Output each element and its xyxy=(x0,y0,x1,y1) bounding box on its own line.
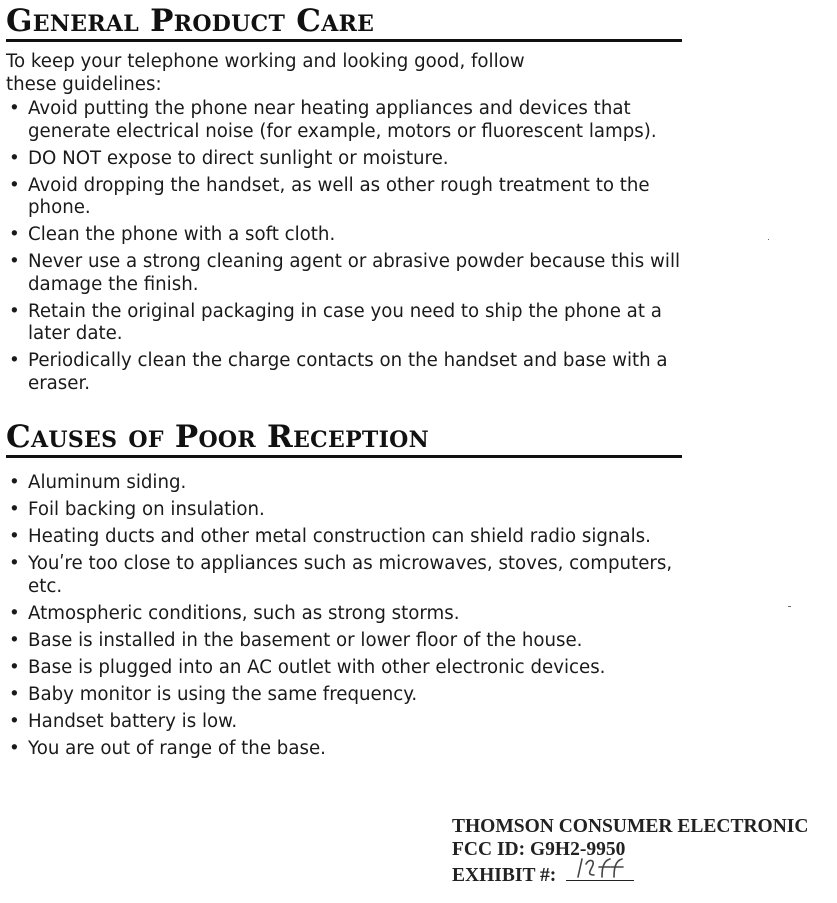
list-item: • Never use a strong cleaning agent or abrasive powder because this will damage the finish. xyxy=(9,251,681,295)
list-item: • Foil backing on insulation. xyxy=(9,499,265,520)
list-item: • Clean the phone with a soft cloth. xyxy=(9,224,336,245)
fcc-exhibit-stamp xyxy=(452,815,808,887)
list-item: • Aluminum siding. xyxy=(9,472,187,493)
reception-heading: Causes of Poor Reception xyxy=(6,419,430,455)
bullet-icon: • xyxy=(9,251,20,272)
list-item: • DO NOT expose to direct sunlight or moisture. xyxy=(9,147,449,169)
list-item: • Periodically clean the charge contacts on the handset and base with a eraser. xyxy=(9,350,668,394)
care-heading: General Product Care xyxy=(6,3,375,39)
list-item: • Baby monitor is using the same frequency. xyxy=(9,683,418,705)
bullet-icon: • xyxy=(9,300,20,322)
scan-speck xyxy=(768,239,769,240)
handwritten-exhibit-number xyxy=(566,861,634,881)
bullet-icon: • xyxy=(9,174,20,196)
list-item: • Base is plugged into an AC outlet with other electronic devices. xyxy=(9,656,606,678)
list-item: • Handset battery is low. xyxy=(9,710,238,732)
bullet-icon: • xyxy=(9,472,20,493)
bullet-icon: • xyxy=(9,656,20,678)
list-item: • Atmospheric conditions, such as strong storms. xyxy=(9,602,460,624)
list-item: • Retain the original packaging in case you need to ship the phone at a later date. xyxy=(9,300,662,344)
bullet-icon: • xyxy=(9,350,20,371)
stamp-fcc-id: G9H2-9950 xyxy=(530,839,626,860)
general-product-care-section xyxy=(6,4,682,400)
bullet-icon: • xyxy=(9,737,20,759)
handwriting-icon xyxy=(572,855,632,883)
care-heading-rule xyxy=(6,39,682,42)
list-item: • Youʹre too close to appliances such as microwaves, stoves, computers, etc. xyxy=(9,553,673,597)
reception-list xyxy=(6,472,682,760)
bullet-icon: • xyxy=(9,224,20,245)
care-list xyxy=(6,98,682,395)
list-item: • You are out of range of the base. xyxy=(9,737,326,759)
bullet-icon: • xyxy=(9,629,20,651)
poor-reception-section xyxy=(6,420,682,765)
bullet-icon: • xyxy=(9,683,20,705)
bullet-icon: • xyxy=(9,553,20,574)
bullet-icon: • xyxy=(9,710,20,732)
list-item: • Avoid dropping the handset, as well as other rough treatment to the phone. xyxy=(9,174,650,218)
care-intro: To keep your telephone working and looking good, follow these guidelines: xyxy=(6,51,525,95)
stamp-exhibit-line xyxy=(452,861,808,887)
stamp-fcc-label: FCC ID: xyxy=(452,839,526,860)
stamp-company: THOMSON CONSUMER ELECTRONIC xyxy=(452,816,809,837)
list-item: • Avoid putting the phone near heating appliances and devices that generate electrical noise (for example, motors or fluorescent lamps). xyxy=(9,98,657,142)
list-item: • Base is installed in the basement or lower floor of the house. xyxy=(9,629,583,651)
bullet-icon: • xyxy=(9,526,20,547)
bullet-icon: • xyxy=(9,602,20,624)
bullet-icon: • xyxy=(9,147,20,169)
bullet-icon: • xyxy=(9,98,20,119)
scan-speck xyxy=(788,606,791,607)
list-item: • Heating ducts and other metal construction can shield radio signals. xyxy=(9,526,651,547)
bullet-icon: • xyxy=(9,499,20,520)
reception-heading-rule xyxy=(6,455,682,458)
stamp-exhibit-label: EXHIBIT #: xyxy=(452,865,557,886)
